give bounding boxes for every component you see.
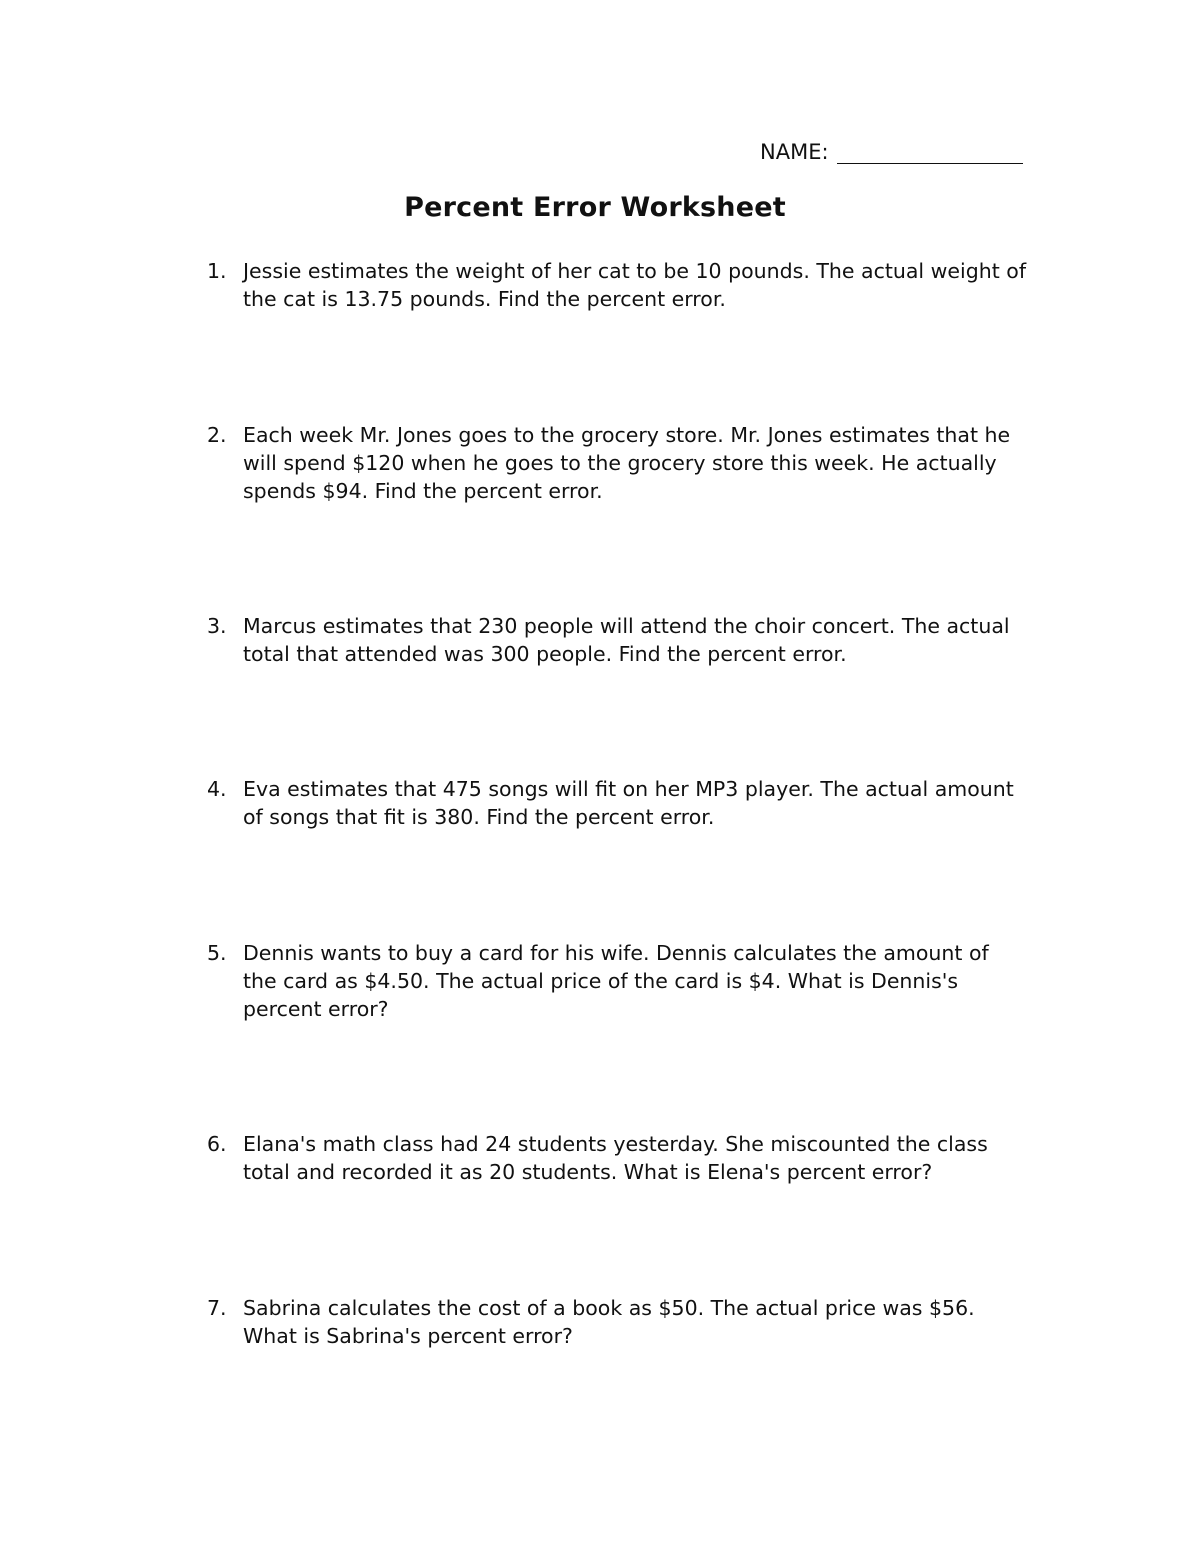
problem-2 <box>207 421 1027 505</box>
problem-number: 1. <box>207 259 227 283</box>
problem-number: 7. <box>207 1296 227 1320</box>
problem-number: 3. <box>207 614 227 638</box>
problem-text: Dennis wants to buy a card for his wife. Dennis calculates the amount of the card as $4.50. The actual price of the card is $4. What is Dennis's percent error? <box>243 941 989 1021</box>
problem-text: Jessie estimates the weight of her cat to be 10 pounds. The actual weight of the cat is 13.75 pounds. Find the percent error. <box>243 259 1027 311</box>
problem-7 <box>207 1294 1027 1350</box>
problem-text: Sabrina calculates the cost of a book as $50. The actual price was $56. What is Sabrina's percent error? <box>243 1296 975 1348</box>
problem-number: 6. <box>207 1132 227 1156</box>
problem-number: 2. <box>207 423 227 447</box>
problem-number: 4. <box>207 777 227 801</box>
problem-3 <box>207 612 1027 668</box>
problem-4 <box>207 775 1027 831</box>
name-label: NAME: <box>760 140 829 164</box>
problem-text: Each week Mr. Jones goes to the grocery store. Mr. Jones estimates that he will spend $120 when he goes to the grocery store this week. He actually spends $94. Find the percent error. <box>243 423 1011 503</box>
problem-1 <box>207 257 1027 313</box>
problem-text: Marcus estimates that 230 people will attend the choir concert. The actual total that attended was 300 people. Find the percent error. <box>243 614 1010 666</box>
problem-5 <box>207 939 1027 1023</box>
problem-6 <box>207 1130 1027 1186</box>
name-blank-line[interactable] <box>837 141 1023 164</box>
problem-text: Eva estimates that 475 songs will fit on her MP3 player. The actual amount of songs that fit is 380. Find the percent error. <box>243 777 1014 829</box>
problem-text: Elana's math class had 24 students yesterday. She miscounted the class total and recorded it as 20 students. What is Elena's percent error? <box>243 1132 988 1184</box>
page-title: Percent Error Worksheet <box>404 192 786 223</box>
problem-number: 5. <box>207 941 227 965</box>
name-field <box>760 140 1023 164</box>
